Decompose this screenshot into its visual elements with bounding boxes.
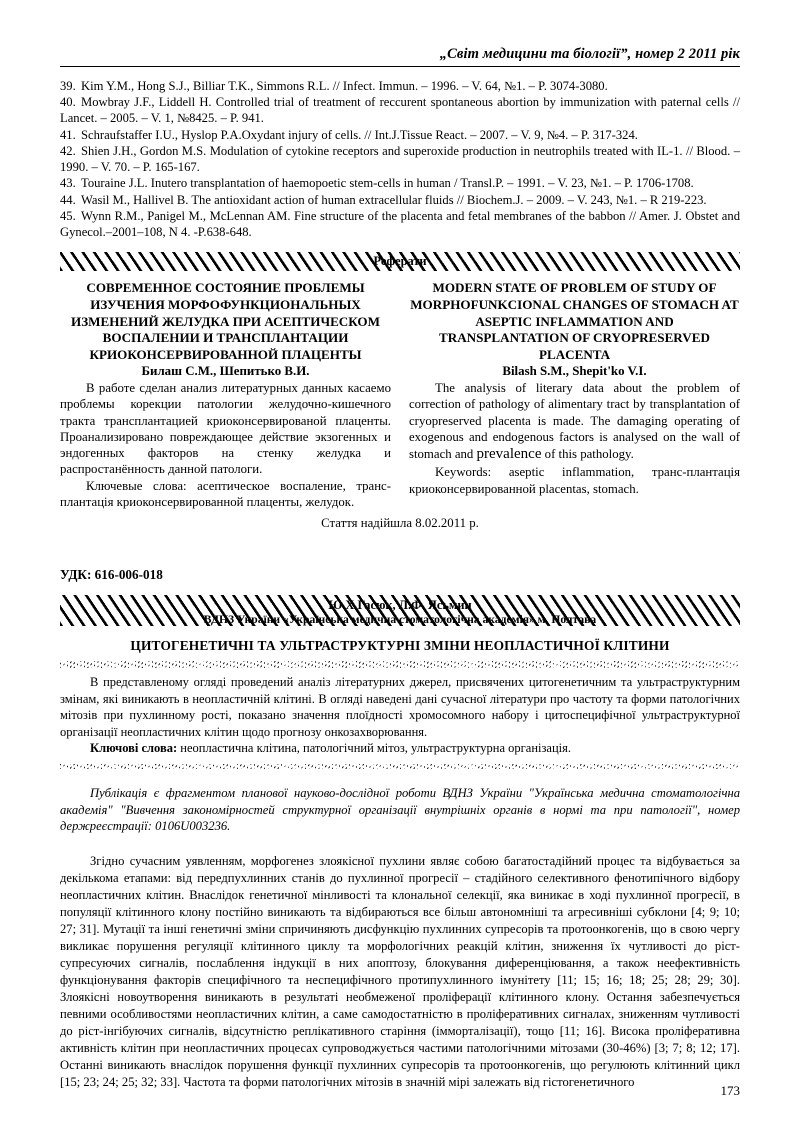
abstract-column-russian [60, 280, 391, 510]
abstract-columns [60, 280, 740, 510]
reference-item [60, 208, 740, 240]
section-banner-label: Реферати [373, 254, 427, 269]
abstract-column-english [409, 280, 740, 510]
article2-keywords [60, 740, 740, 757]
page-number: 173 [720, 1083, 740, 1098]
article2-body-block [60, 853, 740, 1090]
reference-item [60, 143, 740, 175]
article1-authors-en: Bilash S.M., Shepit'ko V.I. [502, 364, 647, 379]
abstract-en-part1: The analysis of literary data about the problem of correction of pathology of alimentary tract by transplantation of cryopreserved placenta is made. The damaging operating of exogenous and endogenous factors is analysed on the wall of stomach and [409, 381, 740, 462]
reference-item [60, 78, 740, 94]
reference-text: Touraine J.L. Inutero transplantation of haemopoetic stem-cells in human / Transl.P. – 1991. – V. 23, №1. – P. 1706-1708. [81, 176, 694, 191]
reference-number: 44. [60, 192, 76, 207]
article2-body: Згідно сучасним уявленням, морфогенез злоякісної пухлини являє собою багатостадійний процес та відбувається за декількома етапами: від передпухлинних станів до пухлинної прогресії – стадійного селективного фенотипічного відбору неопластичних клітин. Внаслідок генетичної мінливості та клональної селекції, яка виникає в ході пухлинної прогресії, в популяції клітинного клону постійно виникають та відбираються все більш автономніші та агресивніші субклони [4; 9; 10; 27; 31]. Мутації та інші генетичні зміни спричиняють дисфункцію пухлинних супресорів та протоонкогенів, що в свою чергу викликає порушення регуляції клітинного циклу та морфологічних реакцій клітин, зниження їх чутливості до ріст-супресуючих сигналів, послаблення індукції в них апоптозу, блокування диференціювання, а також неефективність функціонування факторів специфічного та неспецифічного протипухлинного імунітету [11; 15; 16; 18; 25; 28; 29; 30]. Злоякісні новоутворення виникають в результаті необмеженої проліферації клітинного клону. Остання забезпечується певними особливостями неопластичних клітин, а саме самодостатністю в проліферативних сигналах, зниженням чутливості до ріст-інгібуючих сигналів, відсутністю реплікативного старіння (імморталізації), тощо [11; 16]. Висока проліферативна активність клітин при неопластичних процесах супроводжується частими патологічними мітозами (30-46%) [3; 7; 8; 12; 17]. Останні виникають внаслідок порушення функції пухлинних супресорів та протоонкогенів, що регулюють клітинний цикл [15; 23; 24; 25; 32; 33]. Частота та форми патологічних мітозів в значній мірі залежать від гістогенетичного [60, 854, 740, 1089]
reference-text: Kim Y.M., Hong S.J., Billiar T.K., Simmons R.L. // Infect. Immun. – 1996. – V. 64, №1. – P. 3074-3080. [81, 79, 608, 93]
running-head-rule [60, 66, 740, 67]
abstract-en-part2: of this pathology. [541, 447, 634, 462]
reference-text: Wasil M., Hallivel B. The antioxidant action of human extracellular fluids // Biochem.J. – 2009. – V. 243, №1. – R 219-223. [81, 192, 707, 207]
reference-text: Schraufstaffer I.U., Hyslop P.A.Oxydant injury of cells. // Int.J.Tissue React. – 2007. – V. 9, №4. – P. 317-324. [81, 127, 638, 142]
article2-authors: Ю.Х.Гасюк, Л.Ф. Ясьмин [328, 598, 472, 613]
divider-squiggle-bottom [60, 764, 740, 769]
reference-item [60, 192, 740, 208]
article1-abstract-en [409, 380, 740, 464]
article2-title: ЦИТОГЕНЕТИЧНІ ТА УЛЬТРАСТРУКТУРНІ ЗМІНИ НЕОПЛАСТИЧНОЇ КЛІТИНИ [130, 638, 670, 654]
reference-number: 39. [60, 79, 76, 93]
article2-plan-note: Публікація є фрагментом планової науково-дослідної роботи ВДНЗ України "Українська медична стоматологічна академія" "Вивчення закономірностей структурної організації внутрішніх органів в нормі та при патології", номер держреєстрації: 0106U003236. [60, 785, 740, 834]
article2-keywords-value: неопластична клітина, патологічний мітоз, ультраструктурна організація. [177, 741, 572, 756]
article1-title-en: MODERN STATE OF PROBLEM OF STUDY OF MORPHOFUNKCIONAL CHANGES OF STOMACH AT ASEPTIC INFLAMMATION AND TRANSPLANTATION OF CRYOPRESERVED PLACENTA [410, 280, 739, 362]
reference-number: 43. [60, 176, 76, 191]
reference-item [60, 175, 740, 191]
section-banner-abstracts [60, 252, 740, 271]
running-head: „Світ медицини та біології”, номер 2 2011 рік [439, 46, 740, 62]
reference-text: Shien J.H., Gordon M.S. Modulation of cytokine receptors and superoxide production in neutrophils treated with IL-1. // Blood. – 1990. – V. 70. – P. 165-167. [60, 143, 740, 175]
article2-affiliation: ВДНЗ України «Українська медична стоматологічна академія» м. Полтава [203, 613, 597, 627]
article2-plan-note-block [60, 785, 740, 836]
article2-udk: УДК: 616-006-018 [60, 567, 163, 583]
article1-title-ru: СОВРЕМЕННОЕ СОСТОЯНИЕ ПРОБЛЕМЫ ИЗУЧЕНИЯ МОРФОФУНКЦИОНАЛЬНЫХ ИЗМЕНЕНИЙ ЖЕЛУДКА ПРИ АСЕПТИЧЕСКОМ ВОСПАЛЕНИИ И ТРАНСПЛАНТАЦИИ КРИОКОНСЕРВИРОВАННОЙ ПЛАЦЕНТЫ [71, 280, 380, 362]
article2-banner-text [60, 598, 740, 626]
article1-received-date: Стаття надійшла 8.02.2011 р. [321, 516, 479, 531]
article1-keywords-ru: Ключевые слова: асептическое воспаление, транс-плантація криоконсервированной плаценты, желудок. [60, 478, 391, 509]
reference-item [60, 127, 740, 143]
abstract-en-emphasis-word: prevalence [476, 446, 542, 463]
article2-abstract-block [60, 674, 740, 757]
reference-text: Wynn R.M., Panigel M., McLennan AM. Fine structure of the placenta and fetal membranes of the babbon // Amer. J. Obstet and Gynecol.–2001–108, N 4. -P.638-648. [60, 208, 740, 240]
reference-list [60, 78, 740, 240]
reference-item [60, 94, 740, 126]
article2-keywords-label: Ключові слова: [90, 741, 178, 756]
article1-keywords-en: Keywords: aseptic inflammation, транс-плантація криоконсервированной placentas, stomach. [409, 465, 740, 496]
article1-authors-ru: Билаш С.М., Шепитько В.И. [141, 364, 310, 379]
divider-squiggle-top [60, 661, 740, 668]
reference-number: 41. [60, 127, 76, 142]
article2-abstract: В представленому огляді проведений аналіз літературних джерел, присвячених цитогенетичним та ультраструктурним змінам, які виникають в неопластичній клітині. В огляді наведені дані сучасної літератури про частоту та форми патологічних мітозів при пухлинному рості, показано значення плоїдності хромосомного набору і цитоспецифічної ультраструктурної організації неопластичних клітин щодо прогнозу онкозахворювання. [60, 675, 740, 739]
reference-number: 42. [60, 143, 76, 158]
article1-abstract-ru: В работе сделан анализ литературных данных касаемо проблемы корекции патологии желудочно-кишечного тракта трансплантацией криоконсервированой плаценты. Проанализировано повреждающее действие экзогенных и эндогенных факторов на стенку желудка и распростанённость данной патологи. [60, 381, 391, 477]
reference-text: Mowbray J.F., Liddell H. Controlled trial of treatment of reccurent spontaneous abortion by immunization with paternal cells // Lancet. – 2005. – V. 1, №8425. – P. 941. [60, 95, 740, 126]
article2-author-banner [60, 595, 740, 626]
reference-number: 45. [60, 208, 76, 223]
reference-number: 40. [60, 95, 76, 110]
